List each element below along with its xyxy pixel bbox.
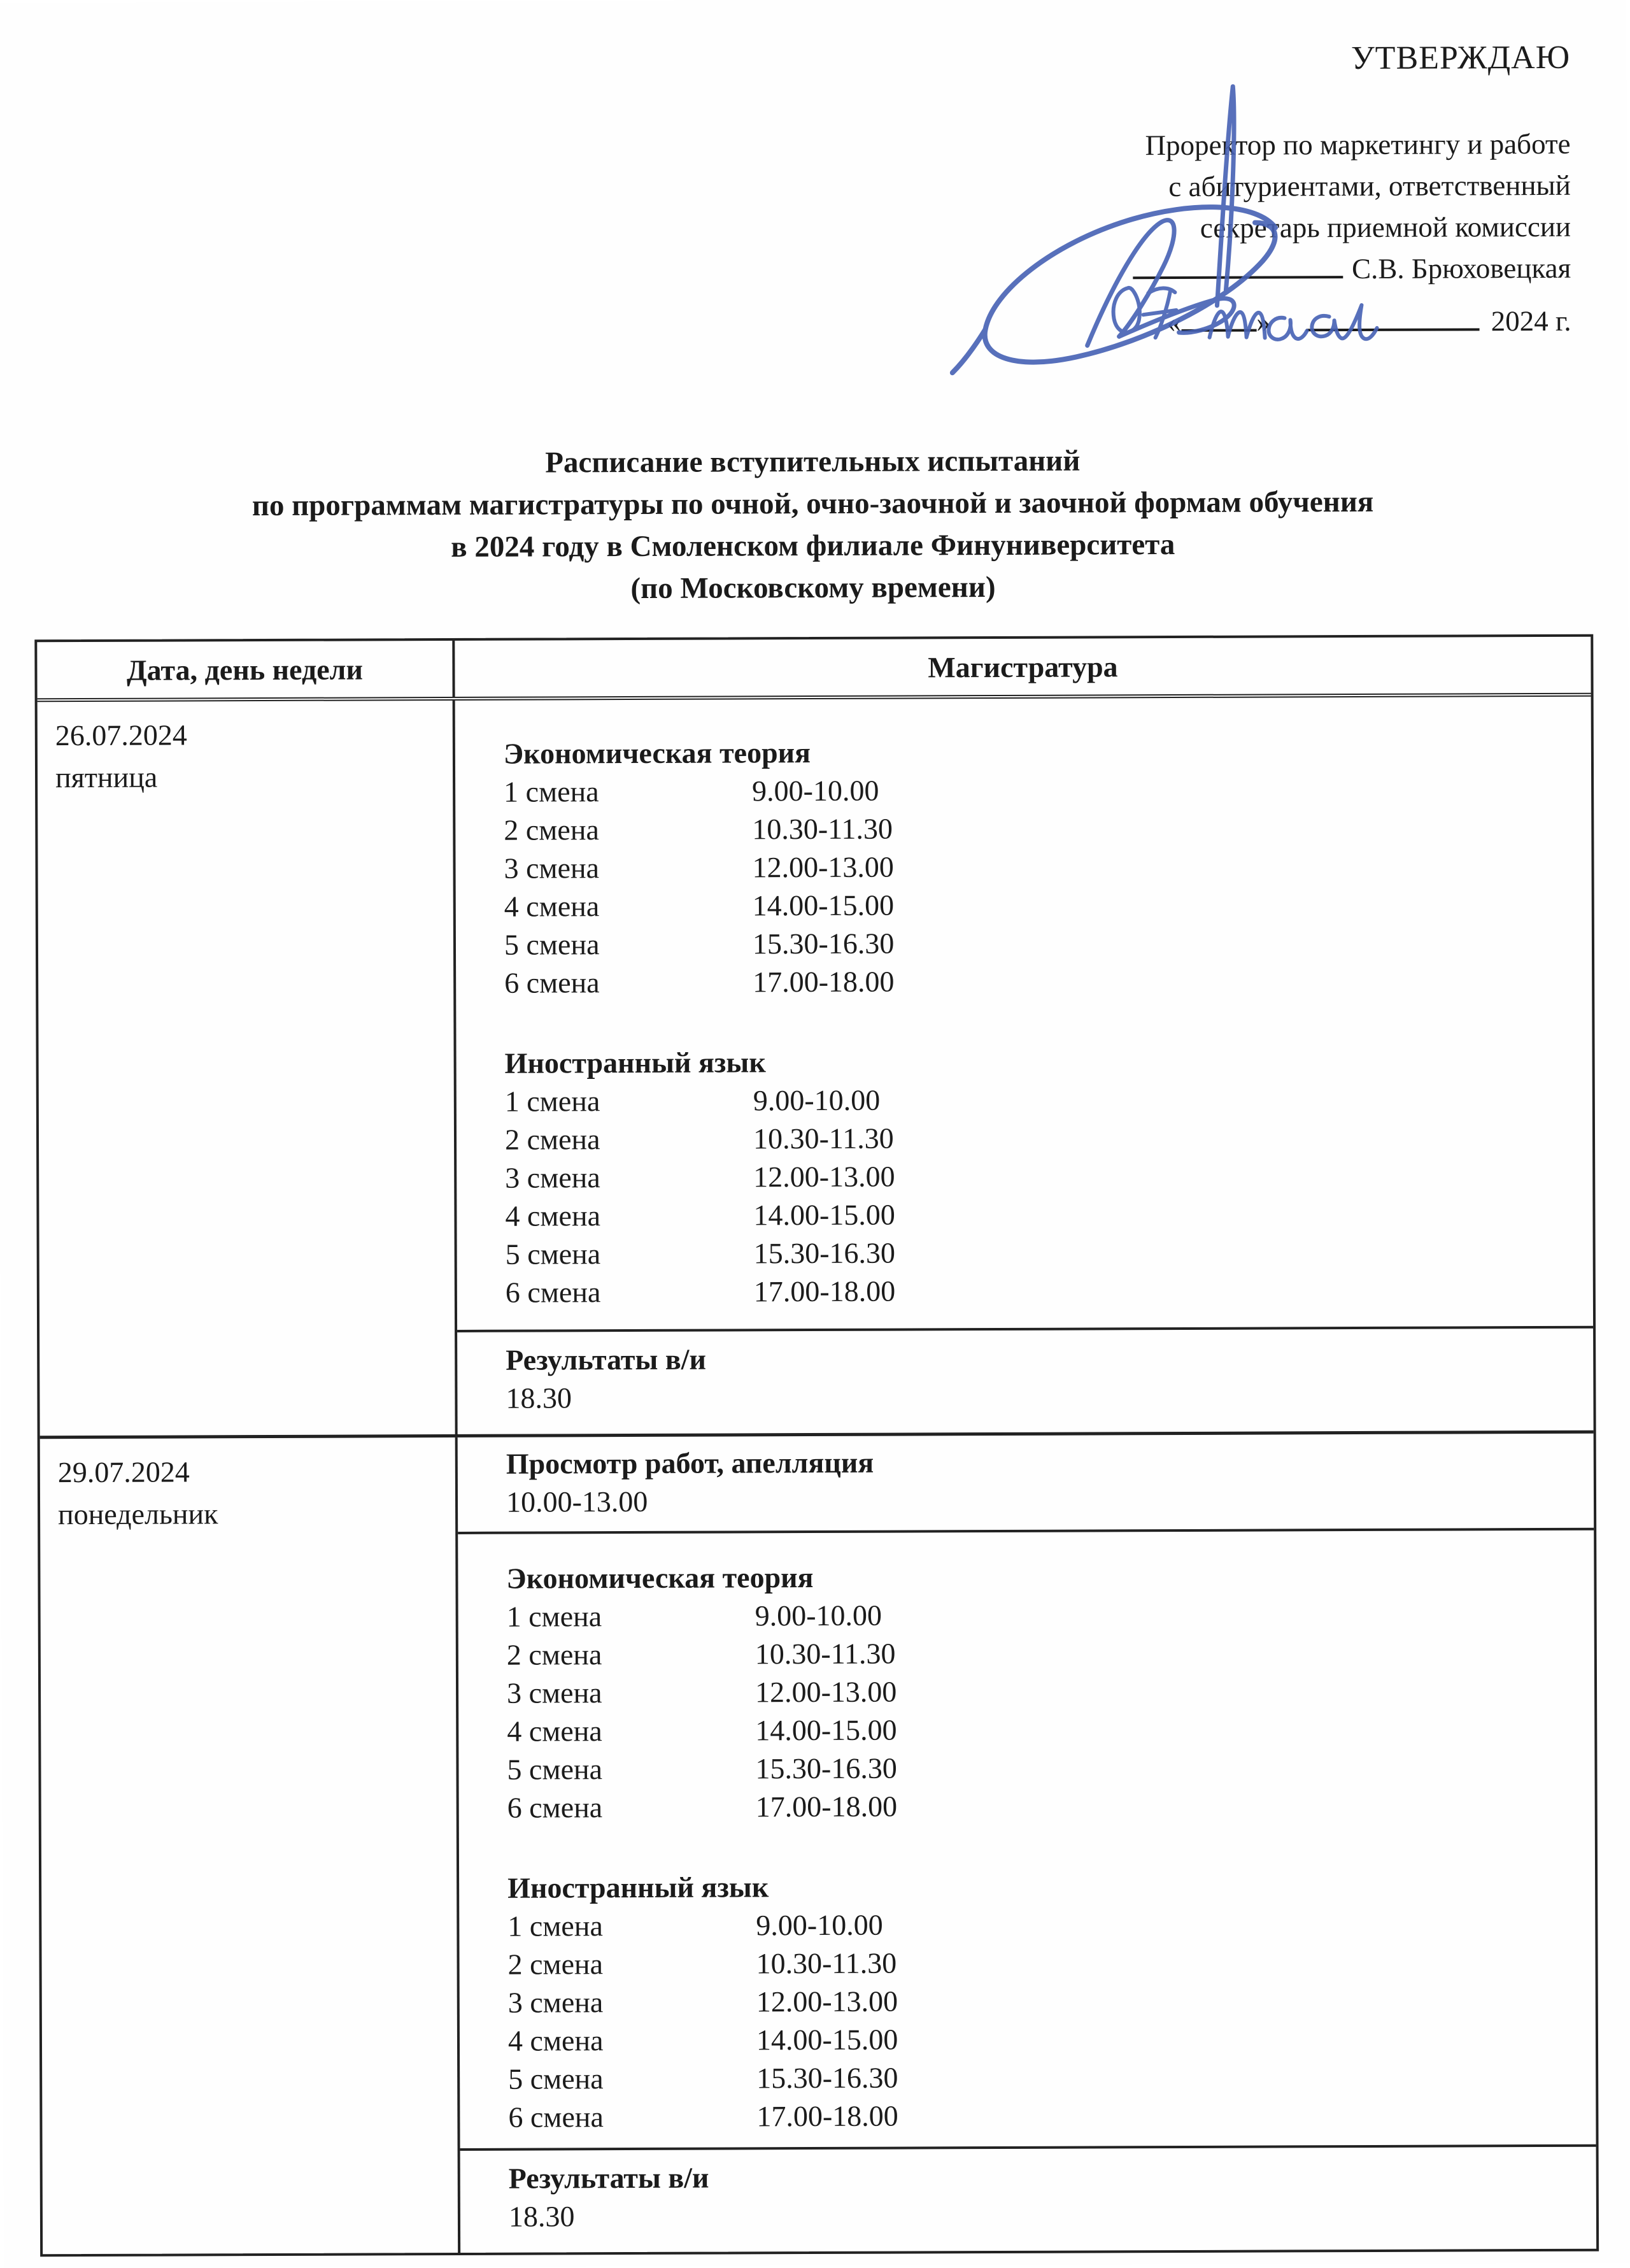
shift-time: 9.00-10.00 (755, 1599, 882, 1632)
shift-label: 4 смена (507, 1715, 602, 1748)
shift-time: 17.00-18.00 (755, 1790, 898, 1823)
table-header-row (37, 637, 1591, 703)
exam-block (505, 1041, 1574, 1312)
shift-label: 1 смена (504, 1085, 600, 1118)
schedule-table (34, 634, 1599, 2257)
shift-label: 2 смена (506, 1638, 602, 1671)
document-title (0, 438, 1628, 612)
shift-label: 4 смена (507, 2024, 604, 2057)
exam-title: Иностранный язык (507, 1871, 769, 1904)
shift-row (507, 1632, 1575, 1674)
date-cell (40, 1437, 460, 2254)
shift-time: 12.00-13.00 (752, 850, 894, 884)
shift-row (507, 1904, 1576, 1946)
month-underline (1307, 304, 1480, 331)
shift-label: 6 смена (507, 1791, 603, 1824)
shift-row (504, 769, 1572, 811)
shift-time: 10.30-11.30 (756, 1946, 897, 1980)
shift-row (505, 1117, 1573, 1159)
magistracy-cell (455, 697, 1594, 1434)
shift-label: 3 смена (505, 1161, 600, 1194)
results-time: 18.30 (506, 1381, 572, 1415)
exam-schedule-section (458, 1528, 1596, 2148)
shift-row (507, 1747, 1575, 1789)
exam-schedule-section (455, 697, 1593, 1330)
shift-time: 17.00-18.00 (756, 2099, 898, 2133)
shift-label: 6 смена (508, 2100, 604, 2134)
shift-row (508, 2095, 1577, 2137)
shift-row (507, 1671, 1575, 1713)
shift-label: 4 смена (504, 890, 600, 923)
shift-label: 6 смена (505, 1276, 601, 1309)
quote-close: » (1256, 306, 1271, 338)
shift-row (508, 1980, 1577, 2022)
shift-label: 2 смена (504, 813, 599, 846)
shift-time: 15.30-16.30 (756, 2061, 898, 2095)
approve-stamp: УТВЕРЖДАЮ (1350, 39, 1571, 77)
shift-label: 1 смена (507, 1909, 603, 1943)
shift-label: 5 смена (505, 1237, 601, 1271)
shift-time: 9.00-10.00 (752, 774, 879, 808)
title-line-1: Расписание вступительных испытаний (545, 444, 1081, 480)
exam-title: Экономическая теория (503, 736, 811, 770)
magistracy-cell (458, 1434, 1596, 2253)
signature-underline (1133, 252, 1343, 279)
shift-label: 2 смена (507, 1948, 604, 1981)
exam-title: Иностранный язык (504, 1046, 766, 1080)
approver-line-3: секретарь приемной комиссии (1200, 210, 1571, 244)
title-line-3: в 2024 году в Смоленском филиале Финуниверситета (451, 528, 1175, 564)
results-section (457, 1326, 1594, 1434)
exam-block (507, 1865, 1577, 2137)
shift-label: 2 смена (504, 1123, 600, 1156)
shift-row (504, 846, 1572, 888)
shift-label: 3 смена (507, 1986, 604, 2019)
shift-row (507, 1709, 1575, 1751)
shift-time: 12.00-13.00 (755, 1675, 897, 1709)
shift-time: 14.00-15.00 (756, 2023, 898, 2057)
shift-label: 4 смена (505, 1199, 601, 1232)
shift-row (507, 1785, 1576, 1827)
results-section (460, 2144, 1597, 2253)
shift-label: 1 смена (506, 1600, 602, 1633)
results-title: Результаты в/и (506, 1343, 707, 1376)
shift-time: 14.00-15.00 (753, 1198, 895, 1232)
shift-label: 1 смена (504, 775, 599, 808)
header-magistracy-column: Магистратура (928, 650, 1118, 684)
shift-time: 10.30-11.30 (755, 1637, 896, 1671)
shift-time: 12.00-13.00 (756, 1985, 898, 2018)
day-underline (1181, 305, 1256, 332)
row-weekday: понедельник (57, 1497, 218, 1531)
table-row (38, 697, 1594, 1436)
shift-label: 5 смена (508, 2062, 604, 2095)
header-date-column: Дата, день недели (37, 641, 455, 698)
shift-time: 14.00-15.00 (752, 888, 895, 922)
shift-row (505, 1155, 1573, 1197)
date-line (1133, 301, 1571, 343)
shift-time: 10.30-11.30 (753, 1122, 894, 1155)
shift-time: 15.30-16.30 (753, 1236, 896, 1270)
row-date: 29.07.2024 (57, 1455, 190, 1489)
approval-block (1132, 39, 1571, 343)
shift-row (507, 1942, 1576, 1984)
shift-time: 15.30-16.30 (755, 1751, 897, 1785)
shift-time: 9.00-10.00 (756, 1908, 883, 1942)
exam-block (506, 1556, 1575, 1827)
title-line-2: по программам магистратуры по очной, очно-заочной и заочной формам обучения (252, 485, 1374, 523)
review-section (458, 1434, 1594, 1532)
signature-name-line (1133, 248, 1571, 290)
shift-row (508, 2057, 1577, 2099)
review-title: Просмотр работ, апелляция (506, 1446, 874, 1480)
shift-row (504, 808, 1572, 850)
exam-block (504, 731, 1573, 1002)
approver-name: С.В. Брюховецкая (1352, 252, 1571, 285)
shift-label: 3 смена (504, 852, 600, 885)
review-time: 10.00-13.00 (506, 1485, 648, 1518)
shift-row (504, 884, 1573, 926)
quote-open: « (1166, 306, 1182, 339)
shift-label: 6 смена (504, 966, 600, 999)
shift-row (505, 1079, 1573, 1121)
shift-row (504, 960, 1573, 1002)
shift-label: 5 смена (504, 928, 600, 961)
results-title: Результаты в/и (508, 2161, 709, 2195)
row-date: 26.07.2024 (55, 718, 187, 752)
title-line-4: (по Московскому времени) (630, 571, 996, 606)
shift-row (506, 1270, 1574, 1312)
shift-row (505, 1194, 1573, 1236)
table-row (40, 1430, 1596, 2255)
shift-label: 3 смена (506, 1676, 602, 1709)
shift-label: 5 смена (507, 1753, 603, 1786)
shift-time: 17.00-18.00 (753, 1274, 896, 1308)
shift-row (507, 1594, 1575, 1636)
exam-title: Экономическая теория (506, 1561, 814, 1595)
row-weekday: пятница (55, 760, 158, 794)
date-cell (38, 701, 458, 1436)
year-suffix: 2024 г. (1491, 304, 1571, 338)
results-time: 18.30 (508, 2200, 575, 2233)
shift-time: 15.30-16.30 (752, 927, 895, 960)
shift-row (504, 922, 1573, 964)
approver-line-2: с абитуриентами, ответственный (1168, 169, 1571, 203)
shift-time: 10.30-11.30 (752, 812, 893, 846)
shift-row (508, 2018, 1577, 2060)
shift-time: 17.00-18.00 (753, 965, 895, 999)
approver-line-1: Проректор по маркетингу и работе (1145, 127, 1571, 162)
shift-time: 12.00-13.00 (753, 1160, 895, 1194)
shift-row (506, 1232, 1574, 1274)
shift-time: 14.00-15.00 (755, 1713, 897, 1747)
shift-time: 9.00-10.00 (753, 1083, 881, 1117)
